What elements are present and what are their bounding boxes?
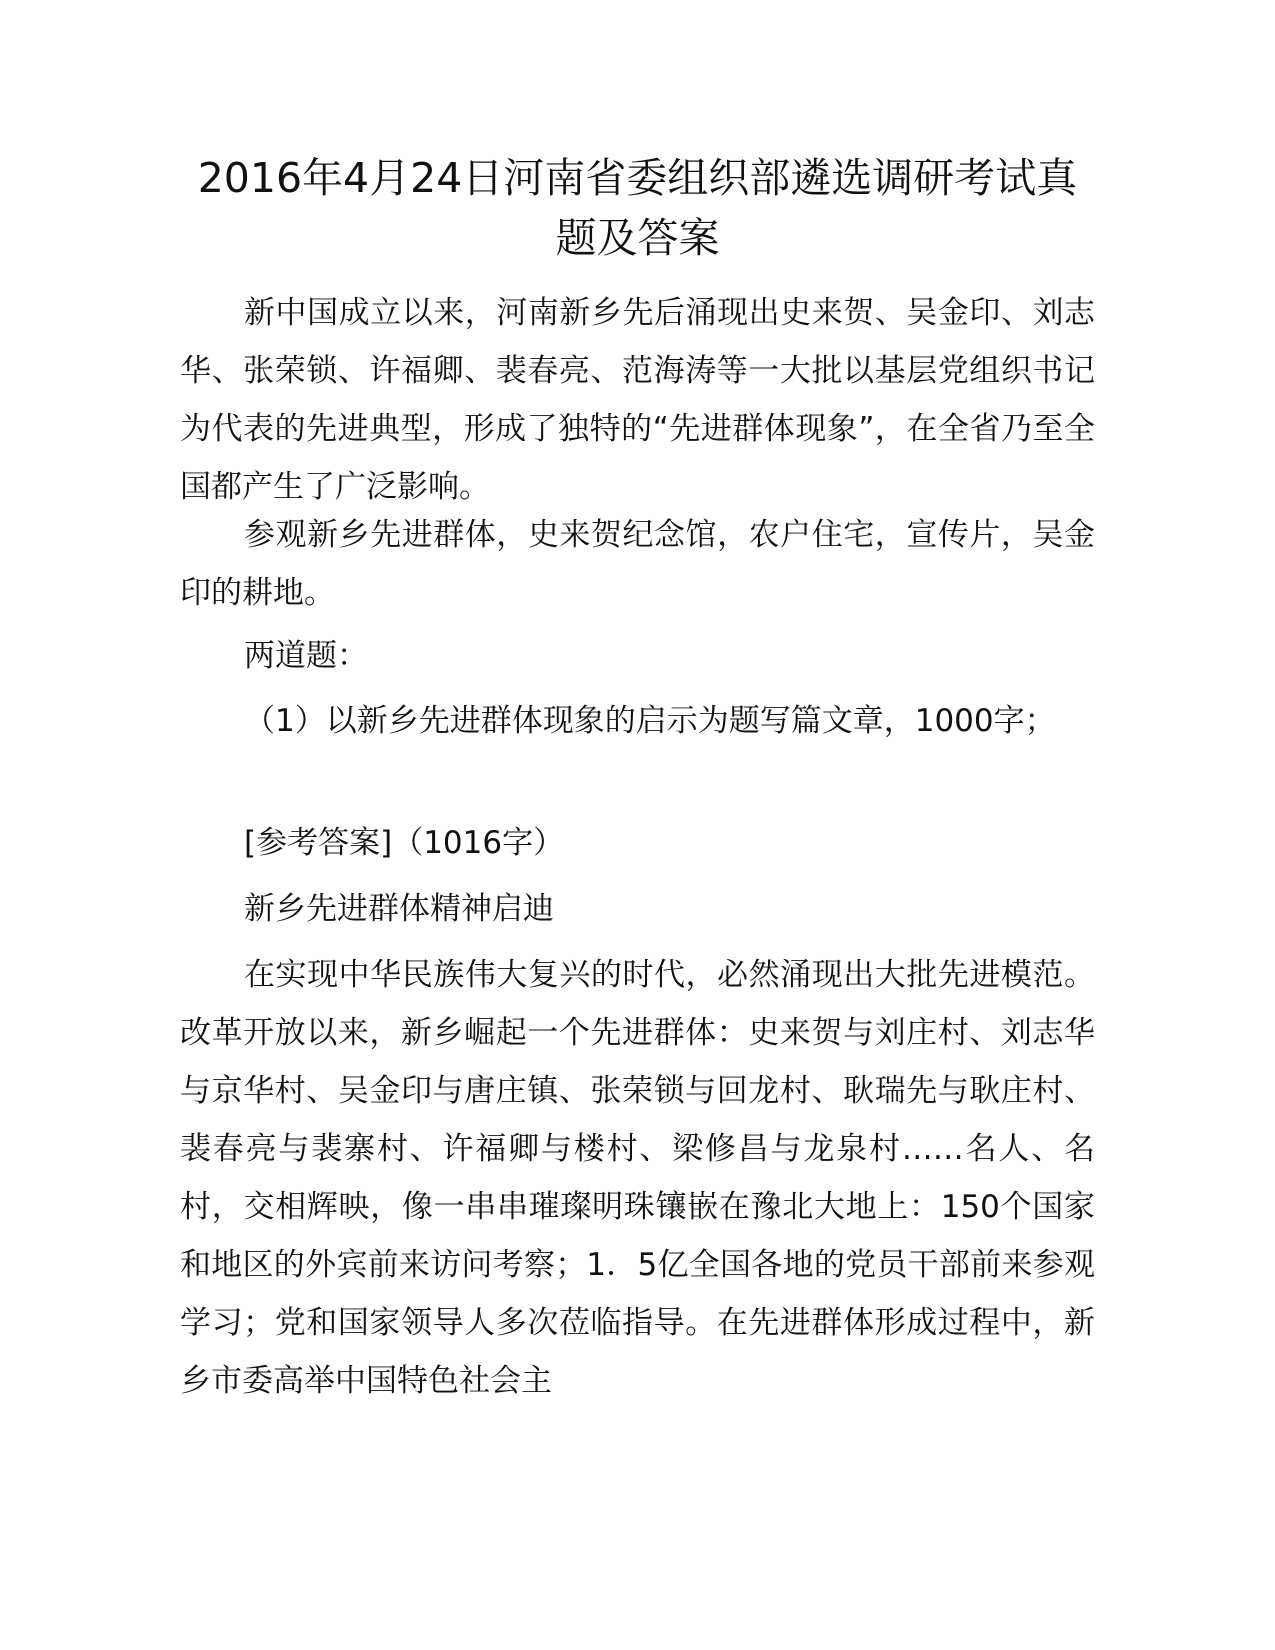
visit-paragraph: 参观新乡先进群体，史来贺纪念馆，农户住宅，宣传片，吴金印的耕地。 xyxy=(180,517,1095,611)
reference-answer-label: [参考答案]（1016字） xyxy=(244,825,565,861)
question-one: （1）以新乡先进群体现象的启示为题写篇文章，1000字； xyxy=(244,703,1056,739)
essay-title: 新乡先进群体精神启迪 xyxy=(244,891,554,927)
questions-heading: 两道题： xyxy=(244,638,368,674)
essay-paragraph: 在实现中华民族伟大复兴的时代，必然涌现出大批先进模范。改革开放以来，新乡崛起一个先进群体：史来贺与刘庄村、刘志华与京华村、吴金印与唐庄镇、张荣锁与回龙村、耿瑞先与耿庄村、裴春亮与裴寨村、许福卿与楼村、梁修昌与龙泉村……名人、名村，交相辉映，像一串串璀璨明珠镶嵌在豫北大地上：150个国家和地区的外宾前来访问考察；1．5亿全国各地的党员干部前来参观学习；党和国家领导人多次莅临指导。在先进群体形成过程中，新乡市委高举中国特色社会主 xyxy=(180,957,1095,1399)
intro-paragraph: 新中国成立以来，河南新乡先后涌现出史来贺、吴金印、刘志华、张荣锁、许福卿、裴春亮、范海涛等一大批以基层党组织书记为代表的先进典型，形成了独特的“先进群体现象”，在全省乃至全国都产生了广泛影响。 xyxy=(180,295,1095,505)
document-title: 2016年4月24日河南省委组织部遴选调研考试真题及答案 xyxy=(197,154,1078,262)
